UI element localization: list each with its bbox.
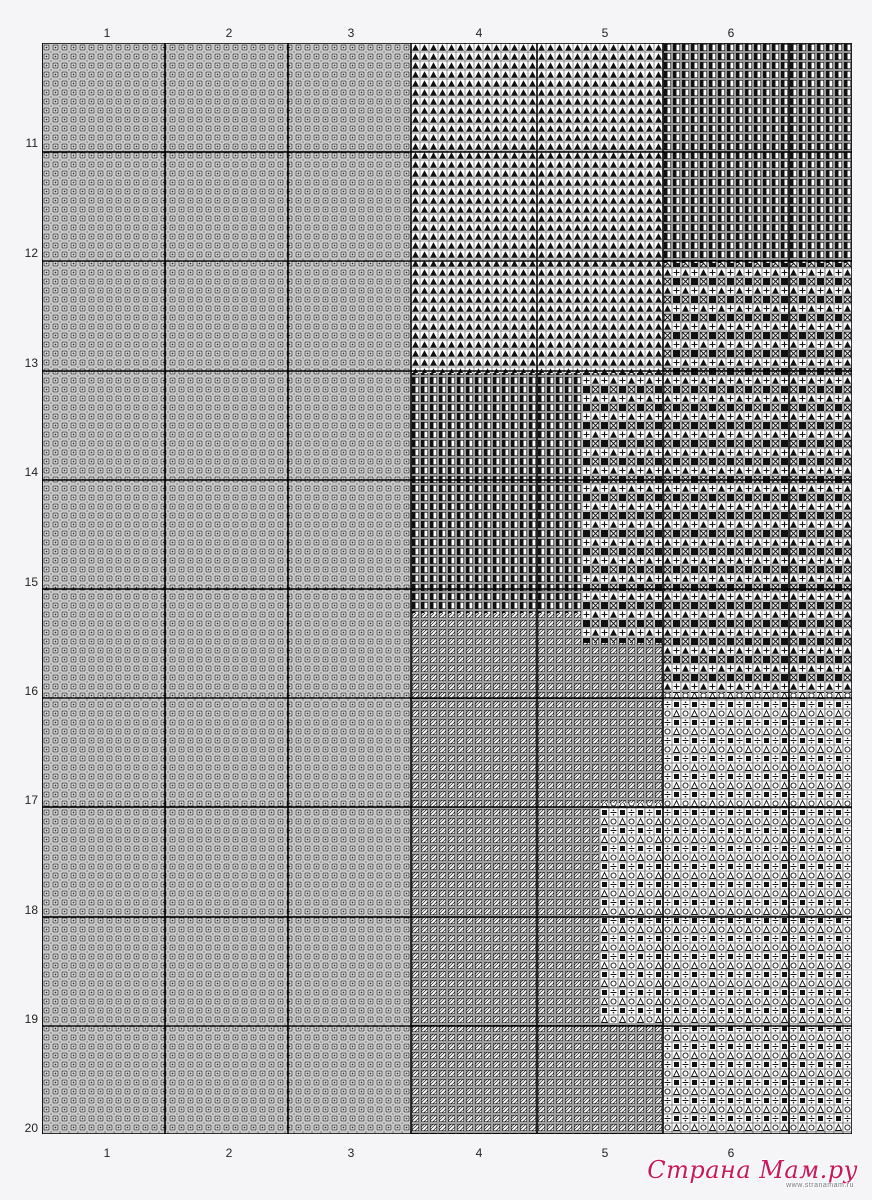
column-label-top: 4 [475, 26, 483, 40]
row-label: 19 [24, 1012, 38, 1026]
column-label-bottom: 1 [103, 1146, 111, 1160]
region-dark-transition [582, 373, 663, 643]
row-label: 15 [24, 575, 38, 589]
row-label: 17 [24, 793, 38, 807]
row-label: 11 [25, 136, 38, 150]
watermark-url: www.stranamam.ru [786, 1182, 854, 1189]
row-label: 12 [24, 246, 38, 260]
column-label-bottom: 5 [601, 1146, 609, 1160]
watermark-logo [647, 1156, 858, 1189]
column-label-top: 3 [347, 26, 355, 40]
watermark-text: Страна Мам.ру [647, 1156, 858, 1184]
region-mixed-symbols [663, 263, 852, 693]
cross-stitch-pattern-grid [42, 43, 852, 1134]
column-label-bottom: 3 [347, 1146, 355, 1160]
row-label: 20 [24, 1121, 38, 1135]
region-symbols-lower [663, 693, 852, 1134]
region-symbols-transition [600, 803, 663, 1023]
column-label-bottom: 2 [225, 1146, 233, 1160]
column-label-top: 1 [103, 26, 111, 40]
region-dark-upper [663, 43, 852, 263]
column-label-top: 5 [601, 26, 609, 40]
row-label: 18 [24, 903, 38, 917]
column-label-top: 2 [225, 26, 233, 40]
row-label: 13 [24, 356, 38, 370]
column-label-top: 6 [727, 26, 735, 40]
row-label: 16 [24, 684, 38, 698]
column-label-bottom: 6 [727, 1146, 735, 1160]
row-label: 14 [24, 465, 38, 479]
column-label-bottom: 4 [475, 1146, 483, 1160]
